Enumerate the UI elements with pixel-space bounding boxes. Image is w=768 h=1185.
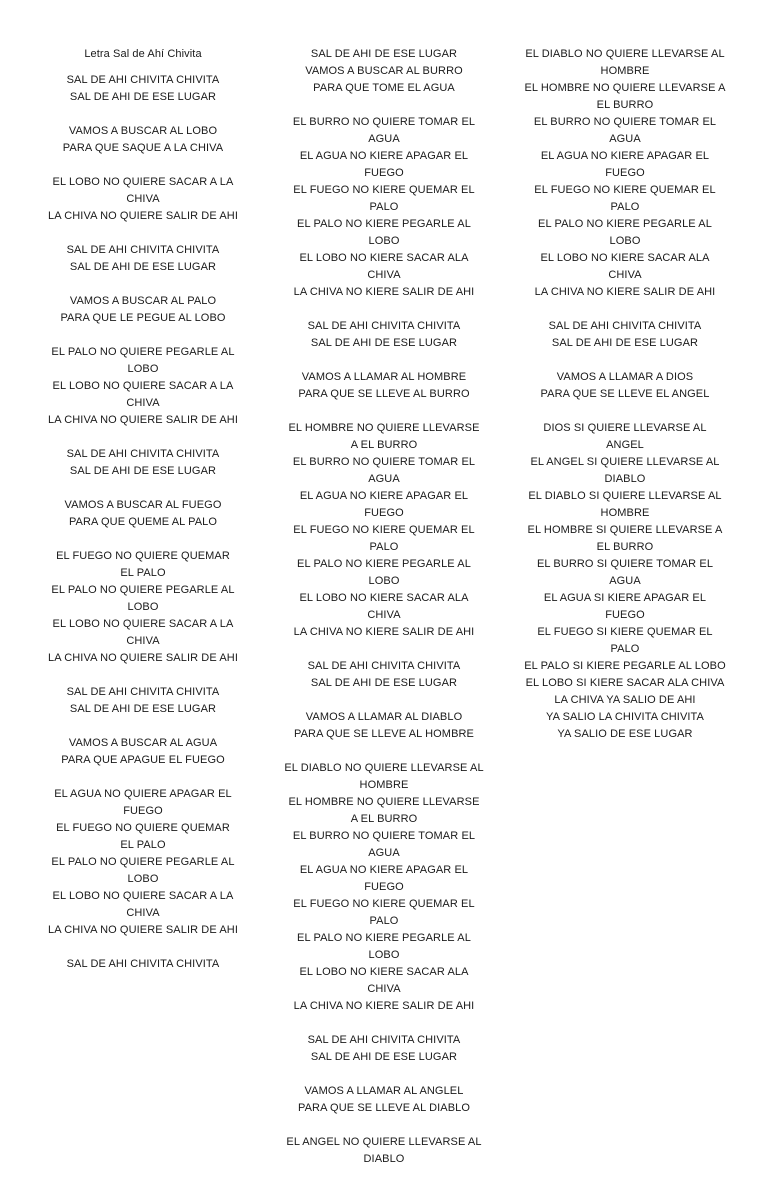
lyric-line: LA CHIVA NO QUIERE SALIR DE AHI xyxy=(48,210,238,222)
lyric-line: SAL DE AHI CHIVITA CHIVITA xyxy=(66,958,220,970)
lyric-line: SAL DE AHI DE ESE LUGAR xyxy=(310,337,458,349)
lyric-stanza xyxy=(284,658,484,692)
lyric-line: EL DIABLO NO QUIERE LLEVARSE AL HOMBRE xyxy=(525,48,725,77)
lyric-line: SAL DE AHI CHIVITA CHIVITA xyxy=(307,660,461,672)
lyric-line: EL BURRO SI QUIERE TOMAR EL AGUA xyxy=(536,558,714,587)
lyric-stanza xyxy=(284,420,484,641)
lyric-line: EL FUEGO NO KIERE QUEMAR EL PALO xyxy=(293,524,475,553)
lyrics-column-2 xyxy=(284,46,484,1185)
lyric-line: SAL DE AHI DE ESE LUGAR xyxy=(69,261,217,273)
lyric-line: VAMOS A LLAMAR AL HOMBRE xyxy=(301,371,467,383)
lyric-line: SAL DE AHI DE ESE LUGAR xyxy=(310,48,458,60)
lyric-line: PARA QUE APAGUE EL FUEGO xyxy=(61,754,225,766)
lyric-line: EL LOBO NO KIERE SACAR ALA CHIVA xyxy=(299,592,469,621)
lyric-stanza xyxy=(48,72,238,106)
lyric-line: EL PALO SI KIERE PEGARLE AL LOBO xyxy=(524,660,726,672)
lyric-stanza xyxy=(524,369,726,403)
lyric-line: LA CHIVA NO QUIERE SALIR DE AHI xyxy=(48,652,238,664)
lyric-line: EL HOMBRE NO QUIERE LLEVARSE A EL BURRO xyxy=(288,796,480,825)
lyric-line: PARA QUE SE LLEVE AL DIABLO xyxy=(297,1102,471,1114)
lyric-stanza xyxy=(48,344,238,429)
lyric-line: EL LOBO SI KIERE SACAR ALA CHIVA xyxy=(525,677,725,689)
lyric-line: EL PALO NO KIERE PEGARLE AL LOBO xyxy=(297,932,471,961)
lyric-line: LA CHIVA NO KIERE SALIR DE AHI xyxy=(293,626,475,638)
lyric-line: EL LOBO NO QUIERE SACAR A LA CHIVA xyxy=(52,618,234,647)
lyric-stanza xyxy=(48,242,238,276)
lyric-line: EL AGUA NO KIERE APAGAR EL FUEGO xyxy=(540,150,710,179)
lyric-line: EL LOBO NO KIERE SACAR ALA CHIVA xyxy=(299,966,469,995)
lyric-line: SAL DE AHI DE ESE LUGAR xyxy=(69,91,217,103)
lyric-stanza xyxy=(48,174,238,225)
lyric-line: PARA QUE SE LLEVE EL ANGEL xyxy=(540,388,710,400)
lyric-line: EL FUEGO NO QUIERE QUEMAR EL PALO xyxy=(56,550,230,579)
lyric-line: EL PALO NO KIERE PEGARLE AL LOBO xyxy=(538,218,712,247)
lyric-line: SAL DE AHI DE ESE LUGAR xyxy=(310,1051,458,1063)
lyric-line: EL AGUA NO QUIERE APAGAR EL FUEGO xyxy=(54,788,232,817)
lyric-stanza xyxy=(284,1134,484,1168)
lyric-line: PARA QUE TOME EL AGUA xyxy=(313,82,455,94)
lyric-line: SAL DE AHI CHIVITA CHIVITA xyxy=(66,244,220,256)
lyric-line: PARA QUE SAQUE A LA CHIVA xyxy=(62,142,224,154)
lyric-line: PARA QUE SE LLEVE AL HOMBRE xyxy=(294,728,474,740)
lyric-stanza xyxy=(524,46,726,301)
lyric-stanza xyxy=(48,684,238,718)
lyric-line: EL AGUA NO KIERE APAGAR EL FUEGO xyxy=(299,864,469,893)
lyric-line: SAL DE AHI DE ESE LUGAR xyxy=(69,703,217,715)
lyric-line: EL AGUA NO KIERE APAGAR EL FUEGO xyxy=(299,490,469,519)
lyric-line: EL LOBO NO KIERE SACAR ALA CHIVA xyxy=(299,252,469,281)
lyric-line: EL DIABLO SI QUIERE LLEVARSE AL HOMBRE xyxy=(528,490,722,519)
lyric-line: SAL DE AHI CHIVITA CHIVITA xyxy=(307,1034,461,1046)
lyric-stanza xyxy=(284,46,484,97)
lyric-stanza xyxy=(48,123,238,157)
lyric-stanza xyxy=(284,1032,484,1066)
lyric-stanza xyxy=(284,760,484,1015)
lyric-line: EL ANGEL SI QUIERE LLEVARSE AL DIABLO xyxy=(530,456,720,485)
lyric-line: VAMOS A LLAMAR A DIOS xyxy=(556,371,694,383)
lyric-line: EL LOBO NO QUIERE SACAR A LA CHIVA xyxy=(52,890,234,919)
lyric-line: EL BURRO NO QUIERE TOMAR EL AGUA xyxy=(292,830,476,859)
lyric-line: EL HOMBRE NO QUIERE LLEVARSE A EL BURRO xyxy=(288,422,480,451)
lyric-line: LA CHIVA NO KIERE SALIR DE AHI xyxy=(293,1000,475,1012)
lyric-line: SAL DE AHI DE ESE LUGAR xyxy=(310,677,458,689)
lyric-line: DIOS SI QUIERE LLEVARSE AL ANGEL xyxy=(543,422,707,451)
lyric-line: EL FUEGO NO KIERE QUEMAR EL PALO xyxy=(293,184,475,213)
lyric-line: LA CHIVA NO QUIERE SALIR DE AHI xyxy=(48,414,238,426)
lyric-line: PARA QUE SE LLEVE AL BURRO xyxy=(298,388,470,400)
lyric-line: EL FUEGO SI KIERE QUEMAR EL PALO xyxy=(537,626,713,655)
lyric-stanza xyxy=(284,318,484,352)
lyric-line: SAL DE AHI CHIVITA CHIVITA xyxy=(66,74,220,86)
lyric-stanza xyxy=(284,369,484,403)
lyric-line: EL BURRO NO QUIERE TOMAR EL AGUA xyxy=(533,116,717,145)
lyric-line: VAMOS A BUSCAR AL PALO xyxy=(69,295,217,307)
lyric-stanza xyxy=(48,956,238,973)
lyric-line: LA CHIVA NO QUIERE SALIR DE AHI xyxy=(48,924,238,936)
lyric-line: SAL DE AHI CHIVITA CHIVITA xyxy=(66,686,220,698)
lyric-line: SAL DE AHI DE ESE LUGAR xyxy=(69,465,217,477)
lyric-line: PARA QUE LE PEGUE AL LOBO xyxy=(60,312,226,324)
lyric-line: EL LOBO NO KIERE SACAR ALA CHIVA xyxy=(540,252,710,281)
lyric-line: YA SALIO LA CHIVITA CHIVITA xyxy=(546,711,704,723)
lyric-line: VAMOS A LLAMAR AL DIABLO xyxy=(305,711,463,723)
lyric-line: EL BURRO NO QUIERE TOMAR EL AGUA xyxy=(292,456,476,485)
lyric-line: EL FUEGO NO QUIERE QUEMAR EL PALO xyxy=(56,822,230,851)
lyric-line: EL FUEGO NO KIERE QUEMAR EL PALO xyxy=(293,898,475,927)
lyric-stanza xyxy=(48,293,238,327)
lyrics-column-3 xyxy=(524,46,726,760)
document-title: Letra Sal de Ahí Chivita xyxy=(84,48,202,60)
lyric-line: VAMOS A LLAMAR AL ANGLEL xyxy=(304,1085,464,1097)
lyric-line: EL PALO NO QUIERE PEGARLE AL LOBO xyxy=(51,346,235,375)
lyric-line: VAMOS A BUSCAR AL AGUA xyxy=(68,737,218,749)
lyric-line: EL AGUA NO KIERE APAGAR EL FUEGO xyxy=(299,150,469,179)
lyric-stanza xyxy=(524,318,726,352)
lyric-line: SAL DE AHI DE ESE LUGAR xyxy=(551,337,699,349)
lyric-line: EL PALO NO KIERE PEGARLE AL LOBO xyxy=(297,558,471,587)
lyric-stanza xyxy=(284,709,484,743)
lyric-stanza xyxy=(284,1083,484,1117)
lyric-line: LA CHIVA NO KIERE SALIR DE AHI xyxy=(534,286,716,298)
lyric-line: EL BURRO NO QUIERE TOMAR EL AGUA xyxy=(292,116,476,145)
lyric-line: EL LOBO NO QUIERE SACAR A LA CHIVA xyxy=(52,176,234,205)
lyric-line: EL HOMBRE SI QUIERE LLEVARSE A EL BURRO xyxy=(527,524,723,553)
lyric-line: VAMOS A BUSCAR AL FUEGO xyxy=(64,499,222,511)
lyric-line: YA SALIO DE ESE LUGAR xyxy=(557,728,693,740)
lyric-line: SAL DE AHI CHIVITA CHIVITA xyxy=(548,320,702,332)
lyrics-column-1 xyxy=(48,46,238,990)
lyric-stanza xyxy=(48,548,238,667)
lyric-stanza xyxy=(48,735,238,769)
lyric-line: EL PALO NO KIERE PEGARLE AL LOBO xyxy=(297,218,471,247)
lyric-line: SAL DE AHI CHIVITA CHIVITA xyxy=(66,448,220,460)
lyric-line: EL HOMBRE NO QUIERE LLEVARSE A EL BURRO xyxy=(524,82,726,111)
lyric-stanza xyxy=(48,446,238,480)
lyric-line: LA CHIVA YA SALIO DE AHI xyxy=(554,694,696,706)
lyric-line: EL FUEGO NO KIERE QUEMAR EL PALO xyxy=(534,184,716,213)
lyric-line: PARA QUE QUEME AL PALO xyxy=(68,516,218,528)
lyric-line: SAL DE AHI CHIVITA CHIVITA xyxy=(307,320,461,332)
lyric-line: EL ANGEL NO QUIERE LLEVARSE AL DIABLO xyxy=(286,1136,482,1165)
lyric-line: LA CHIVA NO KIERE SALIR DE AHI xyxy=(293,286,475,298)
lyric-line: VAMOS A BUSCAR AL BURRO xyxy=(305,65,463,77)
lyric-line: VAMOS A BUSCAR AL LOBO xyxy=(68,125,218,137)
lyric-line: EL PALO NO QUIERE PEGARLE AL LOBO xyxy=(51,584,235,613)
lyric-line: EL LOBO NO QUIERE SACAR A LA CHIVA xyxy=(52,380,234,409)
lyric-stanza xyxy=(48,786,238,939)
lyric-line: EL AGUA SI KIERE APAGAR EL FUEGO xyxy=(543,592,707,621)
lyric-stanza xyxy=(284,114,484,301)
lyric-stanza xyxy=(524,420,726,743)
lyric-stanza xyxy=(48,497,238,531)
lyric-line: EL PALO NO QUIERE PEGARLE AL LOBO xyxy=(51,856,235,885)
lyric-line: EL DIABLO NO QUIERE LLEVARSE AL HOMBRE xyxy=(284,762,484,791)
